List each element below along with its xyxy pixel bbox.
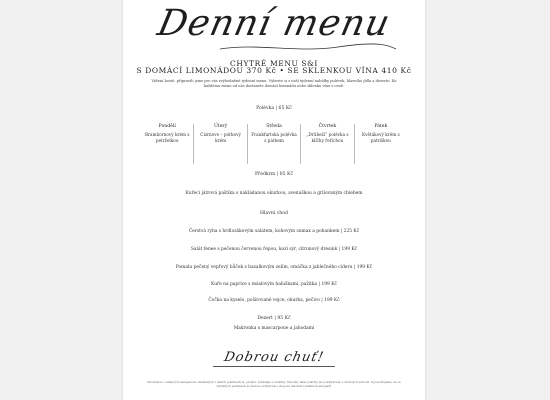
starter-header: Předkrm | 85 Kč — [254, 172, 294, 177]
day-soup: Cizrnovo – pórkový krém — [200, 132, 241, 143]
combo-menu-prices: S DOMÁCÍ LIMONÁDOU 370 Kč • SE SKLENKOU VÍNA 410 Kč — [136, 66, 412, 75]
starter-item: Kuřecí játrová paštika s nakládanou okurkou, avenuškou a grilovaným chlebem — [185, 191, 363, 196]
day-name: Středa — [266, 124, 282, 129]
day-friday — [354, 124, 407, 164]
day-monday — [141, 124, 193, 164]
soup-days — [141, 124, 407, 164]
title-flourish — [218, 41, 398, 53]
menu-sheet — [123, 0, 425, 400]
day-soup: „Drůbeží“ polévka s klíčky řeřichou — [306, 132, 349, 143]
day-soup: Frankfurtská polévka s párkem — [251, 132, 297, 143]
day-soup: Květákový krém s patriškou — [361, 132, 400, 143]
day-tuesday — [193, 124, 246, 164]
dessert-header: Dezert | 95 Kč — [257, 316, 291, 321]
day-name: Pátek — [374, 124, 388, 129]
menu-intro: Vážení hosté, připravili jsme pro vás zvýhodněné týdenní menu. Vyberte si z naší týdenní nabídky polévek, hlavního jídla a dezertu. Ke každému menu od nás dostanete domácí limonádu nebo sklenku vína v ceně. — [151, 79, 397, 89]
main-item: Čerstvá ryba s hrdlozákovým salátem, koňovým sumax a pohankem | 225 Kč — [188, 229, 360, 234]
soup-header: Polévka | 65 Kč — [256, 106, 292, 111]
day-soup: Brambornový krém s petrželkou — [144, 132, 190, 143]
day-thursday — [300, 124, 353, 164]
day-name: Čtvrtek — [318, 124, 337, 129]
dessert-item: Makronka s mascarpone a jahodami — [233, 326, 315, 331]
closing-greeting: Dobrou chuť! — [222, 350, 326, 365]
main-item: Kuře na paprice s máslovým haluškami, pažitka | 199 Kč — [211, 282, 337, 287]
main-item: Čočka na kyselo, pošírované vejce, okurka, pečivo | 199 Kč — [208, 298, 340, 303]
main-item: Salát fenee s pečenou červenou řepou, kozí sýr, citronový dresink | 199 Kč — [190, 247, 358, 252]
day-name: Pondělí — [158, 124, 176, 129]
closing-underline — [213, 366, 335, 367]
combo-menu-title: CHYTRÉ MENU S&I — [230, 59, 318, 68]
main-item: Pomalu pečený vepřový bůček s bazalkovým zelím, omáčka z jablečného cideru | 199 Kč — [175, 265, 373, 270]
mains-header: Hlavní chod — [260, 211, 288, 216]
allergen-footer: Informace o veškerých alergenech obsažených v našich pokrmech si, prosím, vyžádejte u obsluhy. Všechny naše pokrmy jsou připraveny z čerstvých surovin. Upozorňujeme, že ve vybraných pokrmech se mohou vyskytovat i stopové množství ostatních alergenů. — [147, 380, 401, 388]
day-name: Úterý — [213, 124, 228, 129]
menu-title: Denní menu — [154, 3, 395, 44]
day-wednesday — [247, 124, 300, 164]
